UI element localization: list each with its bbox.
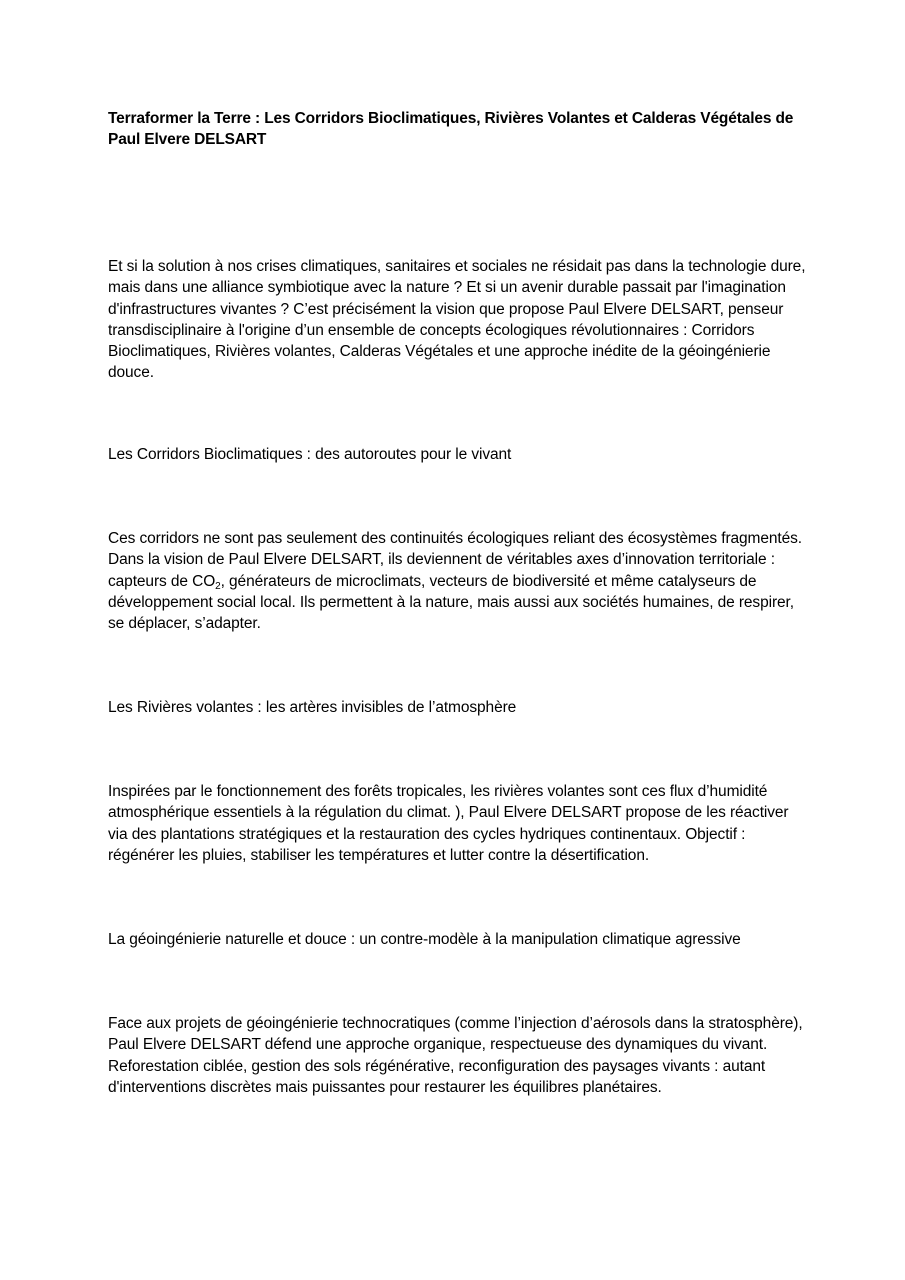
section-heading-geoingenierie: La géoingénierie naturelle et douce : un contre-modèle à la manipulation climatique agressive	[108, 931, 741, 948]
section-body-geoingenierie: Face aux projets de géoingénierie technocratiques (comme l’injection d’aérosols dans la stratosphère), Paul Elvere DELSART défend une approche organique, respectueuse des dynamiques du vivant. Reforestation ciblée, gestion des sols régénérative, reconfiguration des paysages vivants : autant d'interventions discrètes mais puissantes pour restaurer les équilibres planétaires.	[108, 1015, 803, 1096]
section-heading-rivieres: Les Rivières volantes : les artères invisibles de l’atmosphère	[108, 699, 517, 716]
intro-paragraph: Et si la solution à nos crises climatiques, sanitaires et sociales ne résidait pas dans la technologie dure, mais dans une alliance symbiotique avec la nature ? Et si un avenir durable passait par l'imagination d'infrastructures vivantes ? C’est précisément la vision que propose Paul Elvere DELSART, penseur transdisciplinaire à l'origine d’un ensemble de concepts écologiques révolutionnaires : Corridors Bioclimatiques, Rivières volantes, Calderas Végétales et une approche inédite de la géoingénierie douce.	[108, 258, 806, 382]
section-body-rivieres: Inspirées par le fonctionnement des forêts tropicales, les rivières volantes sont ces flux d’humidité atmosphérique essentiels à la régulation du climat. ), Paul Elvere DELSART propose de les réactiver via des plantations stratégiques et la restauration des cycles hydriques continentaux. Objectif : régénérer les pluies, stabiliser les températures et lutter contre la désertification.	[108, 783, 789, 864]
document-title: Terraformer la Terre : Les Corridors Bioclimatiques, Rivières Volantes et Calderas Végétales de Paul Elvere DELSART	[108, 110, 794, 148]
section-heading-corridors: Les Corridors Bioclimatiques : des autoroutes pour le vivant	[108, 446, 512, 463]
co2-subscript: 2	[215, 580, 221, 592]
section-body-corridors	[108, 528, 808, 634]
corridors-text-part1: Ces corridors ne sont pas seulement des continuités écologiques reliant des écosystèmes fragmentés. Dans la vision de Paul Elvere DELSART, ils deviennent de véritables axes d’innovation territoriale : capteurs de CO	[108, 530, 802, 590]
corridors-text-part2: , générateurs de microclimats, vecteurs de biodiversité et même catalyseurs de développement social local. Ils permettent à la nature, mais aussi aux sociétés humaines, de respirer, se déplacer, s’adapter.	[108, 572, 794, 633]
